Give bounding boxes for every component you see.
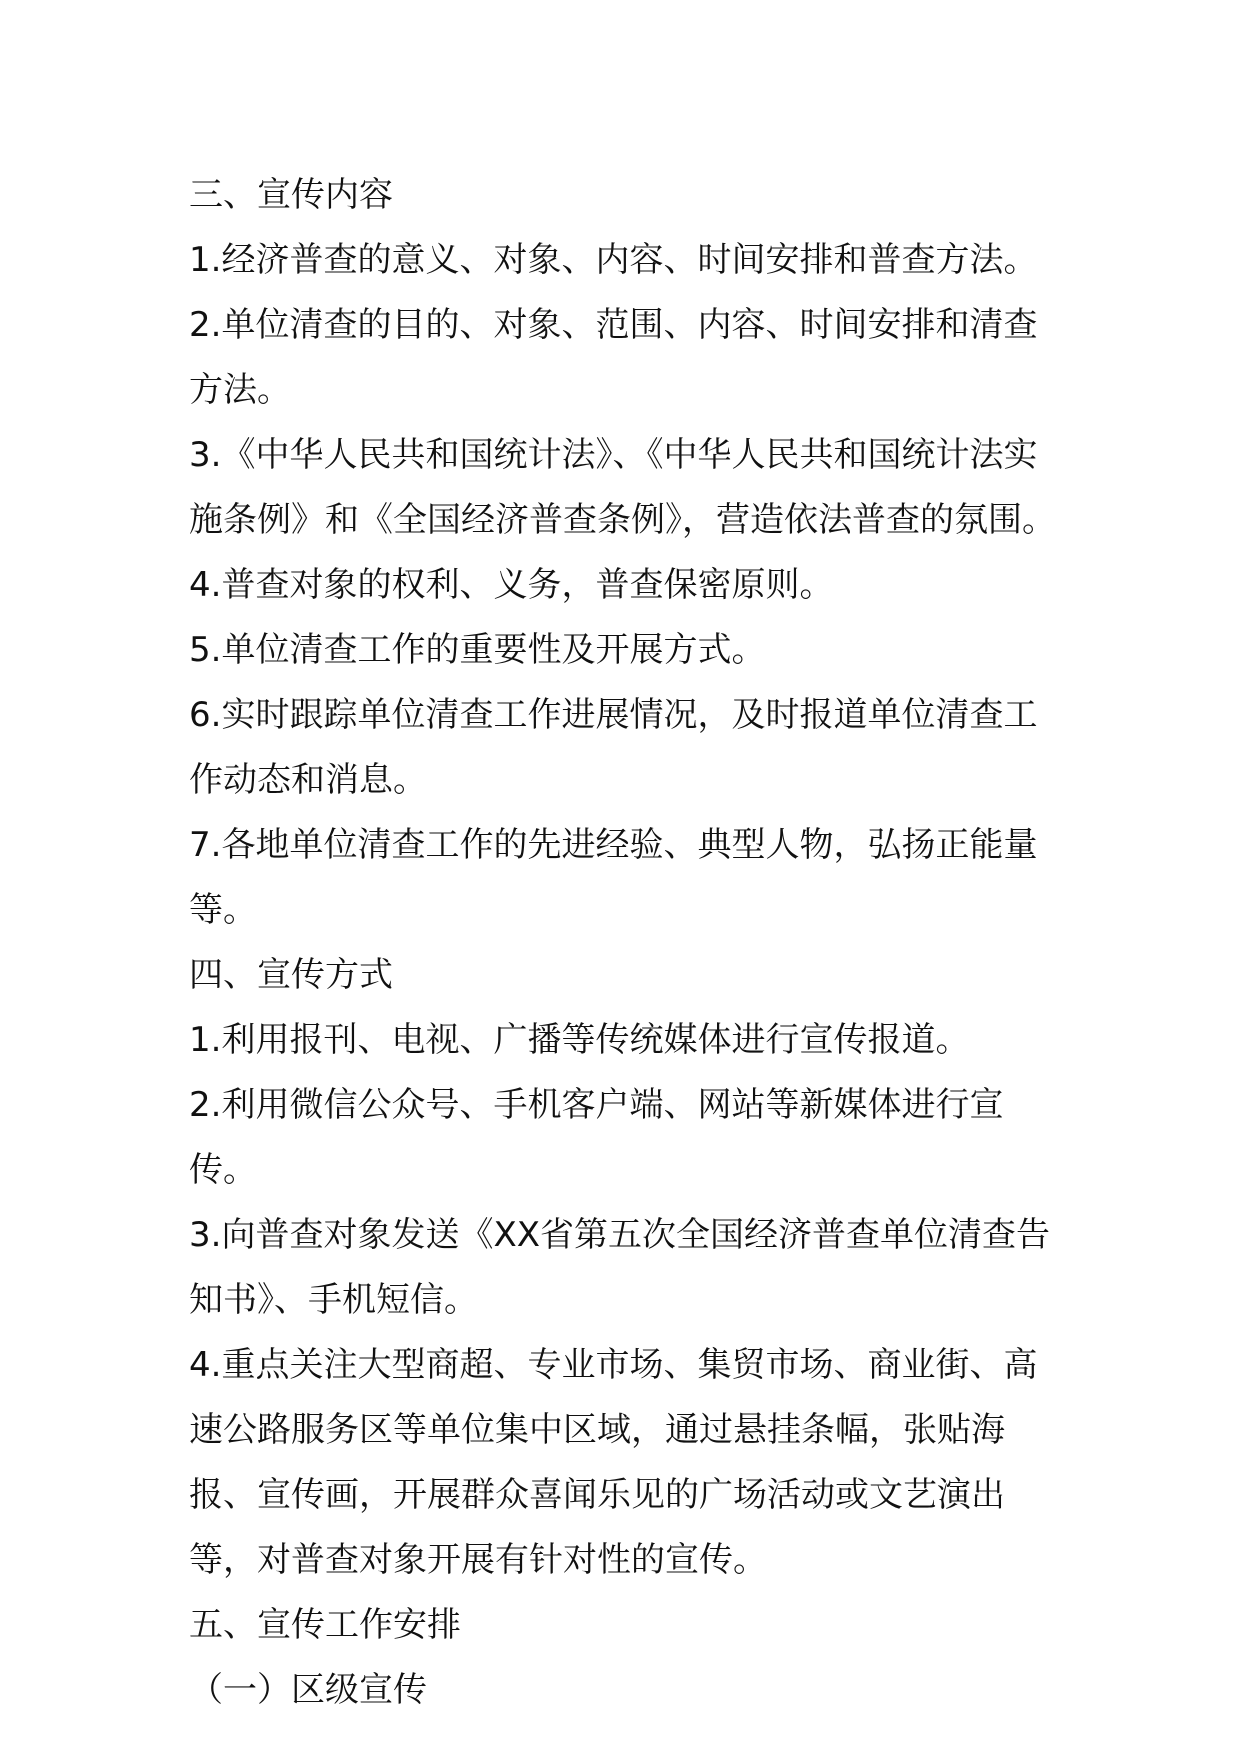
list-item: 6.实时跟踪单位清查工作进展情况，及时报道单位清查工作动态和消息。 xyxy=(189,695,1038,800)
list-item: 4.重点关注大型商超、专业市场、集贸市场、商业街、高速公路服务区等单位集中区域，通过悬挂条幅，张贴海报、宣传画，开展群众喜闻乐见的广场活动或文艺演出等，对普查对象开展有针对性的宣传。 xyxy=(189,1345,1038,1580)
list-item: 7.各地单位清查工作的先进经验、典型人物，弘扬正能量等。 xyxy=(189,825,1038,930)
list-item: 1.经济普查的意义、对象、内容、时间安排和普查方法。 xyxy=(189,240,1038,280)
list-item: 2.利用微信公众号、手机客户端、网站等新媒体进行宣传。 xyxy=(189,1085,1004,1190)
document-body xyxy=(189,163,1069,1723)
section-heading-publicity-content: 三、宣传内容 xyxy=(189,175,393,215)
list-item: 4.普查对象的权利、义务，普查保密原则。 xyxy=(189,565,834,605)
list-item: 3.向普查对象发送《XX省第五次全国经济普查单位清查告知书》、手机短信。 xyxy=(189,1215,1051,1320)
subsection-heading-district-publicity: （一）区级宣传 xyxy=(189,1670,427,1710)
section-heading-work-arrangement: 五、宣传工作安排 xyxy=(189,1605,461,1645)
list-item: 5.单位清查工作的重要性及开展方式。 xyxy=(189,630,766,670)
list-item: 2.单位清查的目的、对象、范围、内容、时间安排和清查方法。 xyxy=(189,305,1038,410)
list-item: 1.利用报刊、电视、广播等传统媒体进行宣传报道。 xyxy=(189,1020,970,1060)
section-heading-publicity-methods: 四、宣传方式 xyxy=(189,955,393,995)
list-item: 3.《中华人民共和国统计法》、《中华人民共和国统计法实施条例》和《全国经济普查条例》，营造依法普查的氛围。 xyxy=(189,435,1056,540)
